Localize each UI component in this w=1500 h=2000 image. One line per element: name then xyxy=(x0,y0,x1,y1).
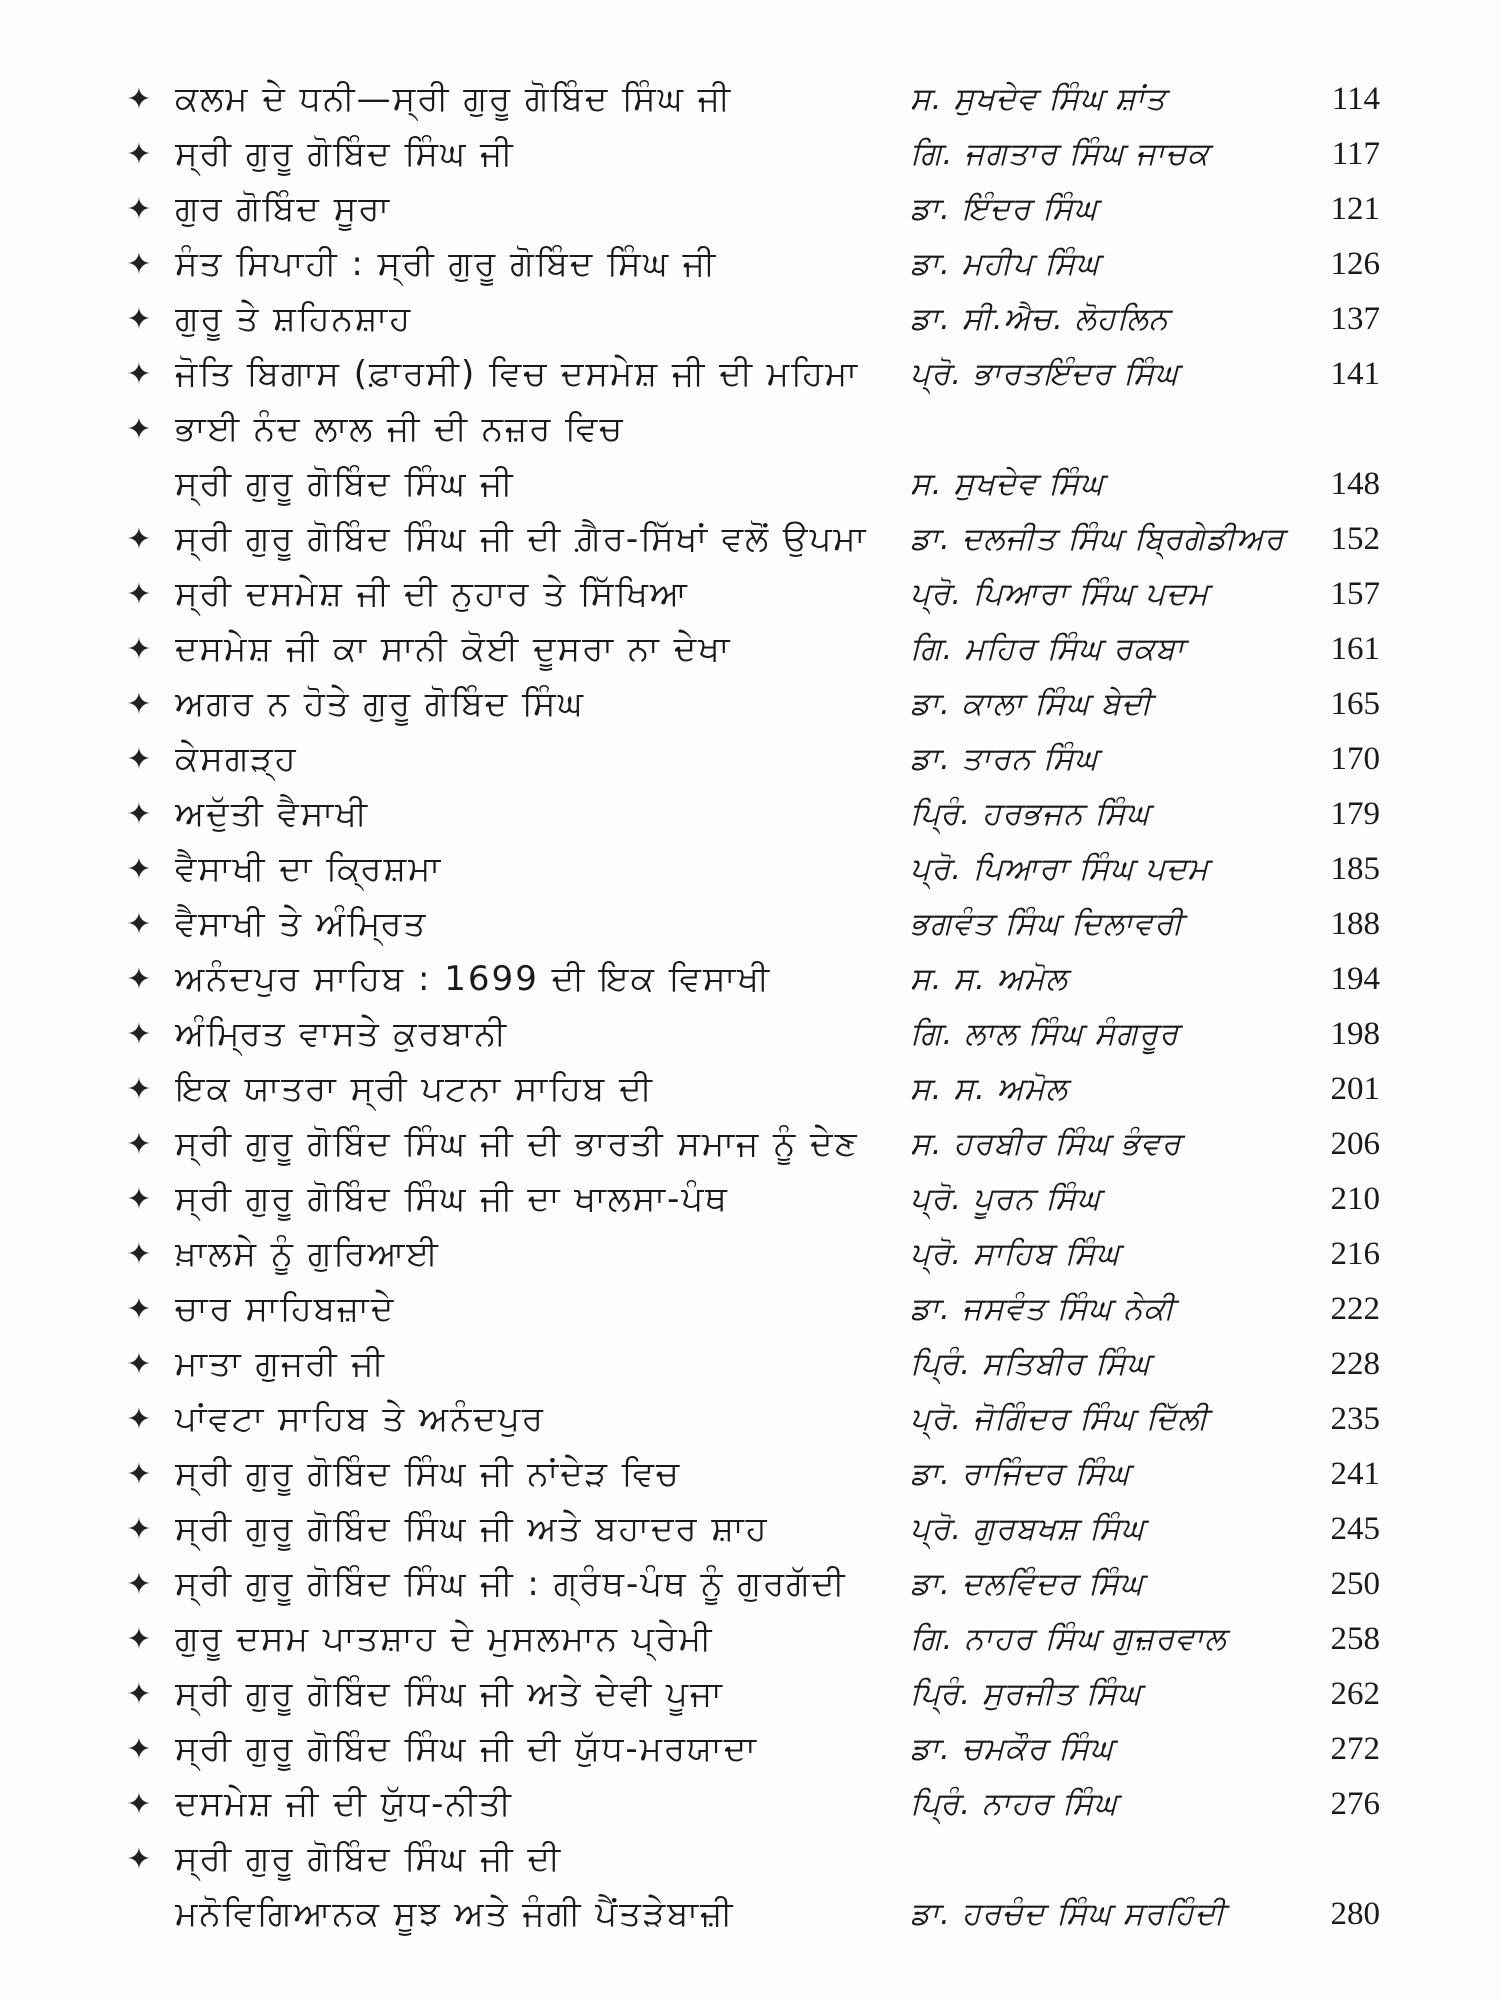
entry-page-number: 245 xyxy=(1330,1511,1380,1547)
toc-entry xyxy=(120,567,1380,622)
entry-title: ਸ੍ਰੀ ਗੁਰੂ ਗੋਬਿੰਦ ਸਿੰਘ ਜੀ ਦੀ ਯੁੱਧ-ਮਰਯਾਦਾ xyxy=(175,1729,758,1769)
entry-author: ਗਿ. ਜਗਤਾਰ ਸਿੰਘ ਜਾਚਕ xyxy=(910,136,1210,172)
entry-title: ਖ਼ਾਲਸੇ ਨੂੰ ਗੁਰਿਆਈ xyxy=(175,1234,440,1274)
toc-entry xyxy=(120,1612,1380,1667)
entry-page-number: 117 xyxy=(1331,136,1380,172)
toc-entry xyxy=(120,952,1380,1007)
bullet-icon: ✦ xyxy=(126,1347,152,1382)
entry-title: ਅੰਮ੍ਰਿਤ ਵਾਸਤੇ ਕੁਰਬਾਨੀ xyxy=(175,1014,509,1054)
bullet-icon: ✦ xyxy=(126,192,152,227)
toc-entry xyxy=(120,512,1380,567)
bullet-icon: ✦ xyxy=(126,687,152,722)
entry-title: ਸ੍ਰੀ ਗੁਰੂ ਗੋਬਿੰਦ ਸਿੰਘ ਜੀ ਦੀ xyxy=(175,1839,563,1879)
entry-title: ਮਨੋਵਿਗਿਆਨਕ ਸੂਝ ਅਤੇ ਜੰਗੀ ਪੈਂਤੜੇਬਾਜ਼ੀ xyxy=(175,1894,735,1934)
entry-author: ਪ੍ਰਿੰ. ਨਾਹਰ ਸਿੰਘ xyxy=(910,1786,1118,1822)
entry-title: ਸ੍ਰੀ ਗੁਰੂ ਗੋਬਿੰਦ ਸਿੰਘ ਜੀ ਅਤੇ ਬਹਾਦਰ ਸ਼ਾਹ xyxy=(175,1509,769,1549)
entry-author: ਪ੍ਰੋ. ਗੁਰਬਖਸ਼ ਸਿੰਘ xyxy=(910,1511,1145,1547)
entry-author: ਸ. ਸੁਖਦੇਵ ਸਿੰਘ xyxy=(910,466,1105,502)
bullet-icon: ✦ xyxy=(126,302,152,337)
entry-title: ਸ੍ਰੀ ਗੁਰੂ ਗੋਬਿੰਦ ਸਿੰਘ ਜੀ ਦੀ ਭਾਰਤੀ ਸਮਾਜ ਨੂੰ ਦੇਣ xyxy=(175,1124,859,1164)
entry-page-number: 137 xyxy=(1330,301,1380,337)
entry-author: ਪ੍ਰਿੰ. ਸਤਿਬੀਰ ਸਿੰਘ xyxy=(910,1346,1151,1382)
bullet-icon: ✦ xyxy=(126,1842,152,1877)
bullet-icon: ✦ xyxy=(126,1072,152,1107)
toc-entry xyxy=(120,1282,1380,1337)
entry-page-number: 188 xyxy=(1330,906,1380,942)
bullet-icon: ✦ xyxy=(126,1237,152,1272)
toc-entry xyxy=(120,72,1380,127)
entry-title: ਅਗਰ ਨ ਹੋਤੇ ਗੁਰੂ ਗੋਬਿੰਦ ਸਿੰਘ xyxy=(175,684,585,724)
entry-page-number: 157 xyxy=(1330,576,1380,612)
entry-author: ਭਗਵੰਤ ਸਿੰਘ ਦਿਲਾਵਰੀ xyxy=(910,906,1184,942)
toc-entry xyxy=(120,1062,1380,1117)
bullet-icon: ✦ xyxy=(126,357,152,392)
toc-entry xyxy=(120,292,1380,347)
bullet-icon: ✦ xyxy=(126,742,152,777)
entry-author: ਪ੍ਰੋ. ਜੋਗਿੰਦਰ ਸਿੰਘ ਦਿੱਲੀ xyxy=(910,1401,1209,1437)
entry-author: ਡਾ. ਕਾਲਾ ਸਿੰਘ ਬੇਦੀ xyxy=(910,686,1153,722)
entry-page-number: 198 xyxy=(1330,1016,1380,1052)
entry-title: ਸ੍ਰੀ ਗੁਰੂ ਗੋਬਿੰਦ ਸਿੰਘ ਜੀ xyxy=(175,464,515,504)
entry-author: ਡਾ. ਦਲਵਿੰਦਰ ਸਿੰਘ xyxy=(910,1566,1144,1602)
entry-author: ਪ੍ਰੋ. ਪਿਆਰਾ ਸਿੰਘ ਪਦਮ xyxy=(910,851,1210,887)
table-of-contents xyxy=(120,72,1380,1942)
entry-page-number: 185 xyxy=(1330,851,1380,887)
entry-page-number: 114 xyxy=(1331,81,1380,117)
entry-page-number: 141 xyxy=(1330,356,1380,392)
entry-page-number: 280 xyxy=(1330,1896,1380,1932)
entry-author: ਸ. ਸੁਖਦੇਵ ਸਿੰਘ ਸ਼ਾਂਤ xyxy=(910,81,1167,117)
toc-entry xyxy=(120,1777,1380,1832)
entry-author: ਗਿ. ਨਾਹਰ ਸਿੰਘ ਗੁਜ਼ਰਵਾਲ xyxy=(910,1621,1227,1657)
entry-title: ਗੁਰੂ ਤੇ ਸ਼ਹਿਨਸ਼ਾਹ xyxy=(175,299,413,339)
toc-entry xyxy=(120,732,1380,787)
toc-entry xyxy=(120,787,1380,842)
toc-entry xyxy=(120,1392,1380,1447)
entry-author: ਡਾ. ਸੀ.ਐਚ. ਲੋਹਲਿਨ xyxy=(910,301,1170,337)
entry-author: ਪ੍ਰਿੰ. ਹਰਭਜਨ ਸਿੰਘ xyxy=(910,796,1151,832)
bullet-icon: ✦ xyxy=(126,577,152,612)
entry-title: ਗੁਰੂ ਦਸਮ ਪਾਤਸ਼ਾਹ ਦੇ ਮੁਸਲਮਾਨ ਪ੍ਰੇਮੀ xyxy=(175,1619,714,1659)
entry-author: ਗਿ. ਮਹਿਰ ਸਿੰਘ ਰਕਬਾ xyxy=(910,631,1185,667)
bullet-icon: ✦ xyxy=(126,1292,152,1327)
bullet-icon: ✦ xyxy=(126,1567,152,1602)
entry-page-number: 148 xyxy=(1330,466,1380,502)
entry-page-number: 165 xyxy=(1330,686,1380,722)
entry-title: ਪਾਂਵਟਾ ਸਾਹਿਬ ਤੇ ਅਨੰਦਪੁਰ xyxy=(175,1399,545,1439)
entry-title: ਦਸਮੇਸ਼ ਜੀ ਕਾ ਸਾਨੀ ਕੋਈ ਦੂਸਰਾ ਨਾ ਦੇਖਾ xyxy=(175,629,732,669)
bullet-icon: ✦ xyxy=(126,1182,152,1217)
bullet-icon: ✦ xyxy=(126,962,152,997)
toc-entry xyxy=(120,677,1380,732)
entry-author: ਡਾ. ਹਰਚੰਦ ਸਿੰਘ ਸਰਹਿੰਦੀ xyxy=(910,1896,1226,1932)
bullet-icon: ✦ xyxy=(126,1402,152,1437)
toc-entry xyxy=(120,1557,1380,1612)
entry-title: ਭਾਈ ਨੰਦ ਲਾਲ ਜੀ ਦੀ ਨਜ਼ਰ ਵਿਚ xyxy=(175,409,625,449)
toc-entry xyxy=(120,1337,1380,1392)
entry-title: ਸ੍ਰੀ ਦਸਮੇਸ਼ ਜੀ ਦੀ ਨੁਹਾਰ ਤੇ ਸਿੱਖਿਆ xyxy=(175,574,689,614)
entry-author: ਸ. ਸ. ਅਮੋਲ xyxy=(910,1071,1068,1107)
entry-author: ਡਾ. ਇੰਦਰ ਸਿੰਘ xyxy=(910,191,1098,227)
entry-author: ਪ੍ਰੋ. ਪਿਆਰਾ ਸਿੰਘ ਪਦਮ xyxy=(910,576,1210,612)
bullet-icon: ✦ xyxy=(126,1787,152,1822)
entry-page-number: 250 xyxy=(1330,1566,1380,1602)
toc-entry xyxy=(120,402,1380,457)
entry-title: ਅਨੰਦਪੁਰ ਸਾਹਿਬ : 1699 ਦੀ ਇਕ ਵਿਸਾਖੀ xyxy=(175,959,772,999)
entry-title: ਇਕ ਯਾਤਰਾ ਸ੍ਰੀ ਪਟਨਾ ਸਾਹਿਬ ਦੀ xyxy=(175,1069,654,1109)
bullet-icon: ✦ xyxy=(126,1622,152,1657)
entry-title: ਵੈਸਾਖੀ ਦਾ ਕ੍ਰਿਸ਼ਮਾ xyxy=(175,849,443,889)
entry-page-number: 262 xyxy=(1330,1676,1380,1712)
entry-page-number: 222 xyxy=(1330,1291,1380,1327)
entry-title: ਚਾਰ ਸਾਹਿਬਜ਼ਾਦੇ xyxy=(175,1289,396,1329)
bullet-icon: ✦ xyxy=(126,797,152,832)
toc-entry xyxy=(120,182,1380,237)
bullet-icon: ✦ xyxy=(126,522,152,557)
entry-page-number: 276 xyxy=(1330,1786,1380,1822)
entry-page-number: 152 xyxy=(1330,521,1380,557)
bullet-icon: ✦ xyxy=(126,1512,152,1547)
entry-title: ਅਦੁੱਤੀ ਵੈਸਾਖੀ xyxy=(175,794,369,834)
entry-author: ਡਾ. ਦਲਜੀਤ ਸਿੰਘ ਬ੍ਰਿਗੇਡੀਅਰ xyxy=(910,521,1285,557)
bullet-icon: ✦ xyxy=(126,1127,152,1162)
toc-entry xyxy=(120,1117,1380,1172)
toc-entry xyxy=(120,622,1380,677)
bullet-icon: ✦ xyxy=(126,1732,152,1767)
entry-title: ਜੋਤਿ ਬਿਗਾਸ (ਫ਼ਾਰਸੀ) ਵਿਚ ਦਸਮੇਸ਼ ਜੀ ਦੀ ਮਹਿਮਾ xyxy=(175,354,860,394)
entry-author: ਸ. ਹਰਬੀਰ ਸਿੰਘ ਭੰਵਰ xyxy=(910,1126,1182,1162)
entry-title: ਸ੍ਰੀ ਗੁਰੂ ਗੋਬਿੰਦ ਸਿੰਘ ਜੀ ਨਾਂਦੇੜ ਵਿਚ xyxy=(175,1454,681,1494)
entry-page-number: 272 xyxy=(1330,1731,1380,1767)
bullet-icon: ✦ xyxy=(126,82,152,117)
entry-title: ਸੰਤ ਸਿਪਾਹੀ : ਸ੍ਰੀ ਗੁਰੂ ਗੋਬਿੰਦ ਸਿੰਘ ਜੀ xyxy=(175,244,718,284)
entry-author: ਡਾ. ਰਾਜਿੰਦਰ ਸਿੰਘ xyxy=(910,1456,1131,1492)
toc-entry xyxy=(120,1722,1380,1777)
bullet-icon: ✦ xyxy=(126,1017,152,1052)
toc-entry xyxy=(120,1667,1380,1722)
entry-author: ਪ੍ਰੋ. ਪੂਰਨ ਸਿੰਘ xyxy=(910,1181,1102,1217)
entry-page-number: 228 xyxy=(1330,1346,1380,1382)
entry-title: ਮਾਤਾ ਗੁਜਰੀ ਜੀ xyxy=(175,1344,386,1384)
entry-page-number: 258 xyxy=(1330,1621,1380,1657)
entry-author: ਡਾ. ਜਸਵੰਤ ਸਿੰਘ ਨੇਕੀ xyxy=(910,1291,1176,1327)
entry-author: ਡਾ. ਮਹੀਪ ਸਿੰਘ xyxy=(910,246,1101,282)
bullet-icon: ✦ xyxy=(126,412,152,447)
toc-entry xyxy=(120,1502,1380,1557)
entry-page-number: 210 xyxy=(1330,1181,1380,1217)
entry-page-number: 206 xyxy=(1330,1126,1380,1162)
entry-title: ਕਲਮ ਦੇ ਧਨੀ—ਸ੍ਰੀ ਗੁਰੂ ਗੋਬਿੰਦ ਸਿੰਘ ਜੀ xyxy=(175,79,733,119)
entry-page-number: 126 xyxy=(1330,246,1380,282)
entry-author: ਪ੍ਰੋ. ਭਾਰਤਇੰਦਰ ਸਿੰਘ xyxy=(910,356,1180,392)
entry-page-number: 161 xyxy=(1330,631,1380,667)
entry-author: ਪ੍ਰੋ. ਸਾਹਿਬ ਸਿੰਘ xyxy=(910,1236,1121,1272)
entry-page-number: 121 xyxy=(1330,191,1380,227)
toc-entry xyxy=(120,897,1380,952)
entry-page-number: 194 xyxy=(1330,961,1380,997)
bullet-icon: ✦ xyxy=(126,247,152,282)
bullet-icon: ✦ xyxy=(126,907,152,942)
toc-entry xyxy=(120,457,1380,512)
entry-page-number: 216 xyxy=(1330,1236,1380,1272)
entry-page-number: 170 xyxy=(1330,741,1380,777)
entry-title: ਸ੍ਰੀ ਗੁਰੂ ਗੋਬਿੰਦ ਸਿੰਘ ਜੀ xyxy=(175,134,515,174)
bullet-icon: ✦ xyxy=(126,632,152,667)
entry-page-number: 241 xyxy=(1330,1456,1380,1492)
entry-title: ਵੈਸਾਖੀ ਤੇ ਅੰਮ੍ਰਿਤ xyxy=(175,904,428,944)
bullet-icon: ✦ xyxy=(126,852,152,887)
toc-entry xyxy=(120,237,1380,292)
entry-author: ਡਾ. ਚਮਕੌਰ ਸਿੰਘ xyxy=(910,1731,1114,1767)
entry-title: ਦਸਮੇਸ਼ ਜੀ ਦੀ ਯੁੱਧ-ਨੀਤੀ xyxy=(175,1784,513,1824)
entry-author: ਪ੍ਰਿੰ. ਸੁਰਜੀਤ ਸਿੰਘ xyxy=(910,1676,1142,1712)
toc-entry xyxy=(120,1172,1380,1227)
entry-title: ਕੇਸਗੜ੍ਹ xyxy=(175,739,298,779)
toc-entry xyxy=(120,347,1380,402)
entry-title: ਸ੍ਰੀ ਗੁਰੂ ਗੋਬਿੰਦ ਸਿੰਘ ਜੀ ਅਤੇ ਦੇਵੀ ਪੂਜਾ xyxy=(175,1674,724,1714)
bullet-icon: ✦ xyxy=(126,1677,152,1712)
bullet-icon: ✦ xyxy=(126,137,152,172)
entry-title: ਗੁਰ ਗੋਬਿੰਦ ਸੂਰਾ xyxy=(175,189,392,229)
entry-page-number: 179 xyxy=(1330,796,1380,832)
entry-author: ਸ. ਸ. ਅਮੋਲ xyxy=(910,961,1068,997)
entry-title: ਸ੍ਰੀ ਗੁਰੂ ਗੋਬਿੰਦ ਸਿੰਘ ਜੀ : ਗ੍ਰੰਥ-ਪੰਥ ਨੂੰ ਗੁਰਗੱਦੀ xyxy=(175,1564,847,1604)
toc-entry xyxy=(120,1447,1380,1502)
entry-page-number: 235 xyxy=(1330,1401,1380,1437)
toc-entry xyxy=(120,842,1380,897)
toc-entry xyxy=(120,1007,1380,1062)
entry-title: ਸ੍ਰੀ ਗੁਰੂ ਗੋਬਿੰਦ ਸਿੰਘ ਜੀ ਦਾ ਖਾਲਸਾ-ਪੰਥ xyxy=(175,1179,729,1219)
toc-entry xyxy=(120,1227,1380,1282)
toc-entry xyxy=(120,127,1380,182)
toc-entry xyxy=(120,1832,1380,1887)
entry-author: ਡਾ. ਤਾਰਨ ਸਿੰਘ xyxy=(910,741,1099,777)
bullet-icon: ✦ xyxy=(126,1457,152,1492)
toc-entry xyxy=(120,1887,1380,1942)
entry-title: ਸ੍ਰੀ ਗੁਰੂ ਗੋਬਿੰਦ ਸਿੰਘ ਜੀ ਦੀ ਗ਼ੈਰ-ਸਿੱਖਾਂ ਵਲੋਂ ਉਪਮਾ xyxy=(175,519,868,559)
entry-author: ਗਿ. ਲਾਲ ਸਿੰਘ ਸੰਗਰੂਰ xyxy=(910,1016,1180,1052)
entry-page-number: 201 xyxy=(1330,1071,1380,1107)
